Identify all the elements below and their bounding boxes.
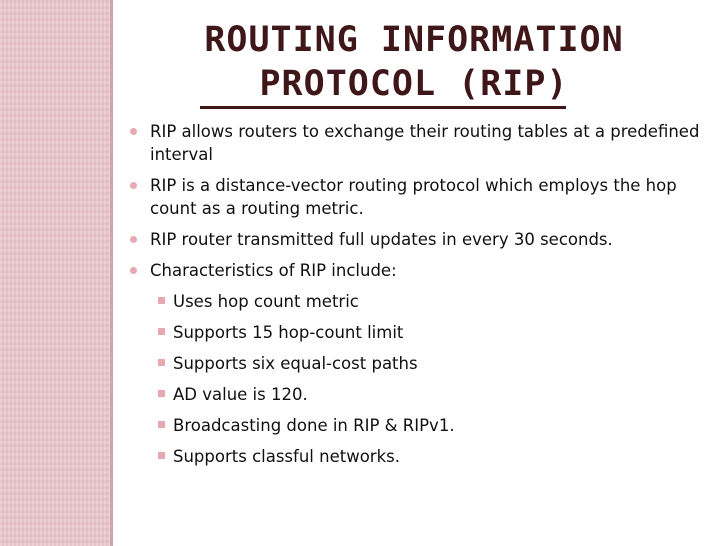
bullet-item bbox=[128, 174, 708, 220]
sub-bullet-item bbox=[128, 321, 708, 344]
sub-bullet-item bbox=[128, 383, 708, 406]
sub-bullet-square-icon bbox=[158, 390, 165, 397]
bullet-item bbox=[128, 259, 708, 282]
sub-bullet-text: Supports 15 hop-count limit bbox=[173, 323, 404, 342]
bullet-text: Characteristics of RIP include: bbox=[150, 261, 397, 280]
sub-bullet-text: Supports classful networks. bbox=[173, 447, 400, 466]
decorative-side-band bbox=[0, 0, 112, 546]
bullet-item bbox=[128, 228, 708, 251]
bullet-dot-icon bbox=[130, 182, 137, 189]
bullet-list bbox=[128, 120, 708, 476]
bullet-text: RIP allows routers to exchange their routing tables at a predefined interval bbox=[150, 122, 700, 164]
sub-bullet-square-icon bbox=[158, 328, 165, 335]
bullet-text: RIP router transmitted full updates in every 30 seconds. bbox=[150, 230, 613, 249]
sub-bullet-square-icon bbox=[158, 359, 165, 366]
title-underline bbox=[200, 106, 566, 109]
sub-bullet-text: AD value is 120. bbox=[173, 385, 308, 404]
bullet-item bbox=[128, 120, 708, 166]
sub-bullet-square-icon bbox=[158, 297, 165, 304]
slide-title bbox=[140, 18, 688, 106]
sub-bullet-item bbox=[128, 352, 708, 375]
sub-bullet-text: Supports six equal-cost paths bbox=[173, 354, 418, 373]
bullet-dot-icon bbox=[130, 267, 137, 274]
bullet-dot-icon bbox=[130, 236, 137, 243]
sub-bullet-item bbox=[128, 414, 708, 437]
bullet-text: RIP is a distance-vector routing protocol which employs the hop count as a routing metric. bbox=[150, 176, 677, 218]
sub-bullet-item bbox=[128, 290, 708, 313]
sub-bullet-square-icon bbox=[158, 421, 165, 428]
slide-title-line-1: ROUTING INFORMATION bbox=[204, 20, 624, 60]
sub-bullet-item bbox=[128, 445, 708, 468]
sub-bullet-text: Broadcasting done in RIP & RIPv1. bbox=[173, 416, 455, 435]
sub-bullet-square-icon bbox=[158, 452, 165, 459]
bullet-dot-icon bbox=[130, 128, 137, 135]
sub-bullet-text: Uses hop count metric bbox=[173, 292, 359, 311]
slide-title-line-2: PROTOCOL (RIP) bbox=[259, 64, 569, 104]
